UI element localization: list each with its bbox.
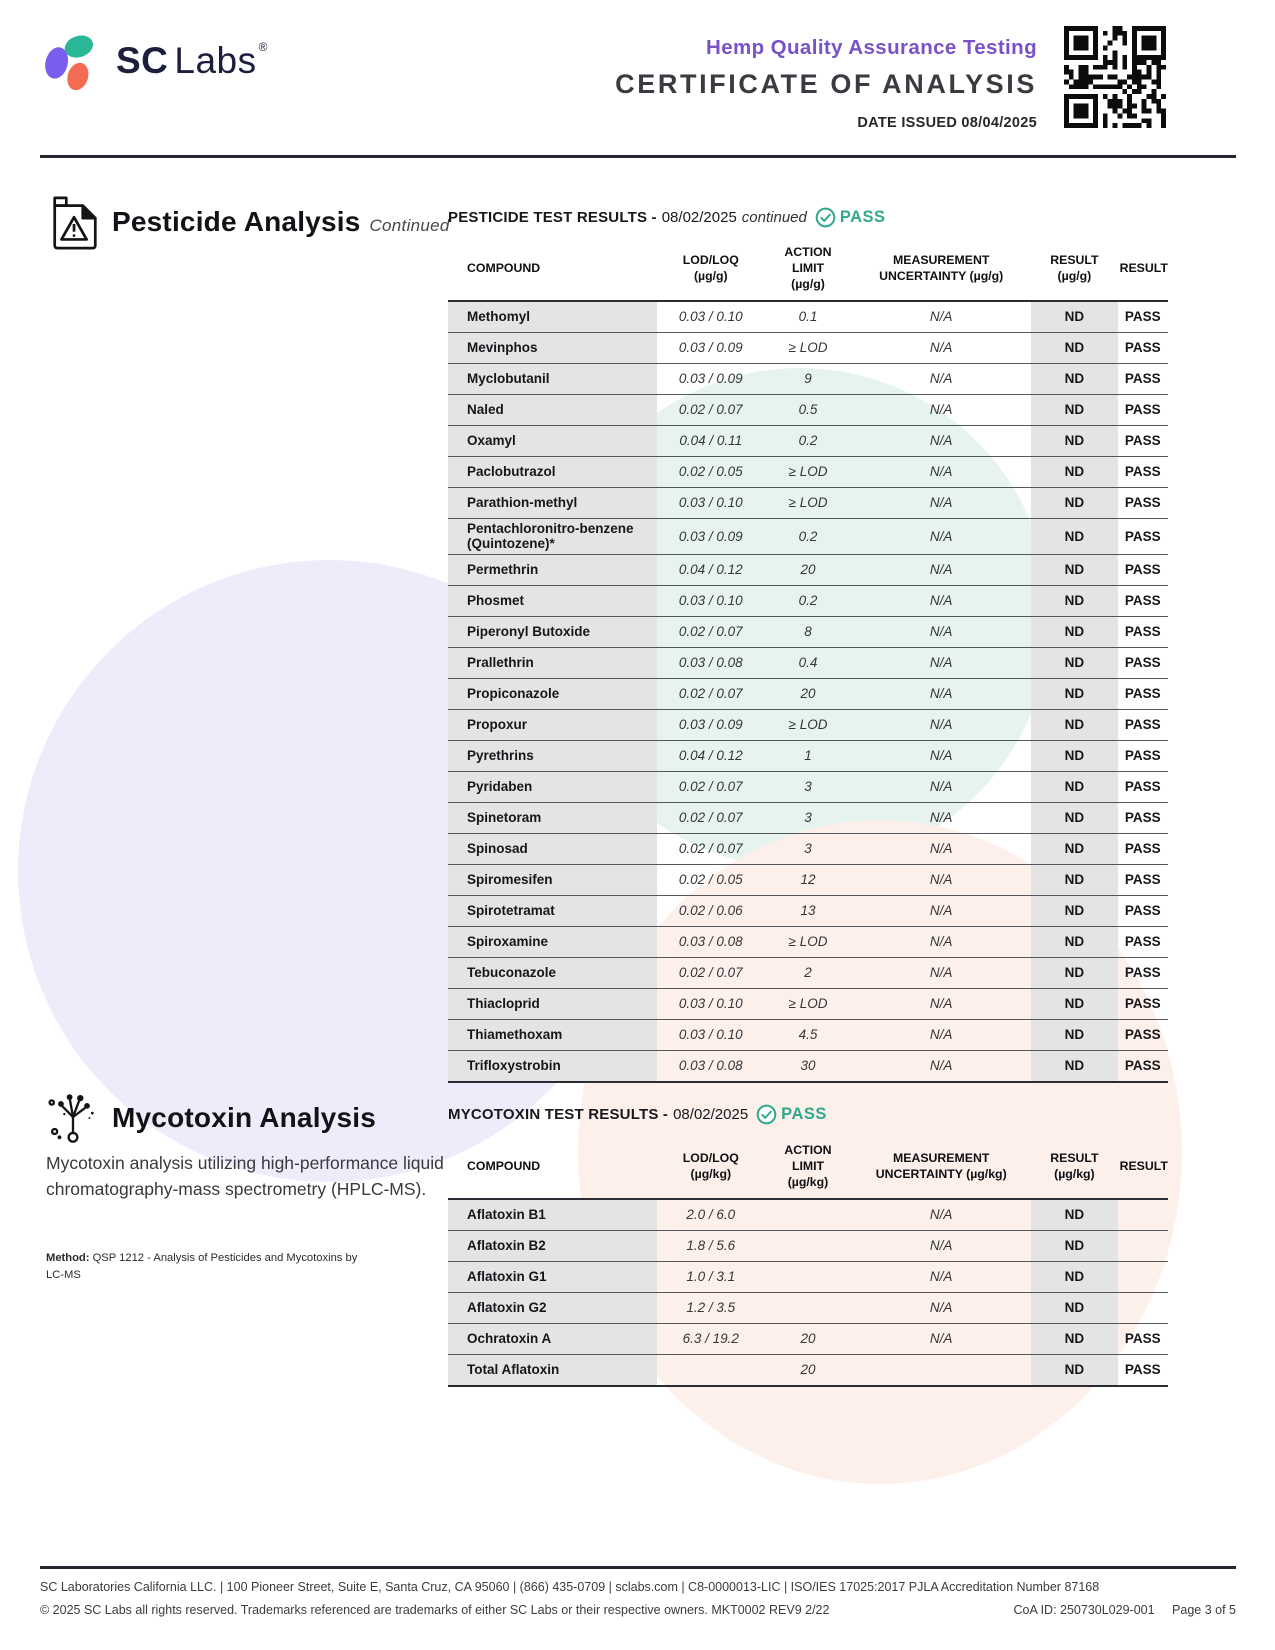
action-limit-cell bbox=[765, 1261, 851, 1292]
action-limit-cell bbox=[765, 1199, 851, 1231]
status-cell: PASS bbox=[1118, 585, 1168, 616]
uncertainty-cell: N/A bbox=[851, 585, 1031, 616]
uncertainty-cell bbox=[851, 1354, 1031, 1386]
compound-cell: Propoxur bbox=[448, 709, 657, 740]
compound-cell: Pyridaben bbox=[448, 771, 657, 802]
date-issued: DATE ISSUED 08/04/2025 bbox=[857, 115, 1037, 131]
table-row bbox=[448, 616, 1168, 647]
status-cell: PASS bbox=[1118, 709, 1168, 740]
table-row bbox=[448, 1230, 1168, 1261]
compound-cell: Aflatoxin B1 bbox=[448, 1199, 657, 1231]
column-header-lodloq: LOD/LOQ (µg/kg) bbox=[657, 1136, 765, 1199]
column-header-lodloq: LOD/LOQ (µg/g) bbox=[657, 238, 765, 301]
table-row bbox=[448, 1323, 1168, 1354]
column-header-compound: COMPOUND bbox=[448, 1136, 657, 1199]
action-limit-cell: 9 bbox=[765, 363, 851, 394]
result-cell: ND bbox=[1031, 518, 1117, 554]
pesticide-results-header bbox=[448, 207, 886, 228]
status-cell bbox=[1118, 1261, 1168, 1292]
qr-code bbox=[1064, 26, 1166, 128]
action-limit-cell: 4.5 bbox=[765, 1019, 851, 1050]
lodloq-cell: 0.02 / 0.05 bbox=[657, 864, 765, 895]
result-cell: ND bbox=[1031, 1230, 1117, 1261]
result-cell: ND bbox=[1031, 864, 1117, 895]
table-row bbox=[448, 554, 1168, 585]
uncertainty-cell: N/A bbox=[851, 709, 1031, 740]
table-header-row bbox=[448, 1136, 1168, 1199]
footer-copyright: © 2025 SC Labs all rights reserved. Trademarks referenced are trademarks of either SC Labs or their respective owners. MKT0002 REV9 2/22 bbox=[40, 1603, 830, 1617]
lodloq-cell: 0.03 / 0.09 bbox=[657, 332, 765, 363]
result-cell: ND bbox=[1031, 585, 1117, 616]
lodloq-cell: 6.3 / 19.2 bbox=[657, 1323, 765, 1354]
action-limit-cell bbox=[765, 1292, 851, 1323]
action-limit-cell: 0.2 bbox=[765, 425, 851, 456]
table-row bbox=[448, 394, 1168, 425]
action-limit-cell bbox=[765, 1230, 851, 1261]
result-cell: ND bbox=[1031, 926, 1117, 957]
action-limit-cell: 3 bbox=[765, 771, 851, 802]
result-cell: ND bbox=[1031, 957, 1117, 988]
mycotoxin-method-note bbox=[46, 1250, 366, 1285]
lodloq-cell: 0.03 / 0.10 bbox=[657, 988, 765, 1019]
compound-cell: Parathion-methyl bbox=[448, 487, 657, 518]
status-cell: PASS bbox=[1118, 1019, 1168, 1050]
compound-cell: Ochratoxin A bbox=[448, 1323, 657, 1354]
action-limit-cell: 0.4 bbox=[765, 647, 851, 678]
action-limit-cell: 0.2 bbox=[765, 518, 851, 554]
compound-cell: Piperonyl Butoxide bbox=[448, 616, 657, 647]
result-cell: ND bbox=[1031, 1323, 1117, 1354]
result-cell: ND bbox=[1031, 1261, 1117, 1292]
column-header-result-status: RESULT bbox=[1118, 1136, 1168, 1199]
table-row bbox=[448, 864, 1168, 895]
compound-cell: Myclobutanil bbox=[448, 363, 657, 394]
coa-id: CoA ID: 250730L029-001 bbox=[1013, 1603, 1155, 1617]
method-label: Method: bbox=[46, 1252, 90, 1264]
uncertainty-cell: N/A bbox=[851, 895, 1031, 926]
column-header-result-status: RESULT bbox=[1118, 238, 1168, 301]
uncertainty-cell: N/A bbox=[851, 301, 1031, 333]
result-cell: ND bbox=[1031, 833, 1117, 864]
status-badge: PASS bbox=[839, 208, 886, 226]
result-cell: ND bbox=[1031, 678, 1117, 709]
uncertainty-cell: N/A bbox=[851, 771, 1031, 802]
compound-cell: Methomyl bbox=[448, 301, 657, 333]
section-title-text: Mycotoxin Analysis bbox=[112, 1102, 376, 1133]
compound-cell: Aflatoxin G2 bbox=[448, 1292, 657, 1323]
action-limit-cell: 1 bbox=[765, 740, 851, 771]
compound-cell: Spirotetramat bbox=[448, 895, 657, 926]
result-cell: ND bbox=[1031, 554, 1117, 585]
lodloq-cell: 0.02 / 0.07 bbox=[657, 394, 765, 425]
status-cell: PASS bbox=[1118, 833, 1168, 864]
status-cell bbox=[1118, 1230, 1168, 1261]
lodloq-cell: 0.03 / 0.08 bbox=[657, 647, 765, 678]
table-row bbox=[448, 332, 1168, 363]
table-row bbox=[448, 709, 1168, 740]
result-cell: ND bbox=[1031, 1050, 1117, 1082]
lodloq-cell bbox=[657, 1354, 765, 1386]
compound-cell: Oxamyl bbox=[448, 425, 657, 456]
lodloq-cell: 0.02 / 0.05 bbox=[657, 456, 765, 487]
results-continued: continued bbox=[741, 209, 807, 226]
uncertainty-cell: N/A bbox=[851, 394, 1031, 425]
uncertainty-cell: N/A bbox=[851, 802, 1031, 833]
result-cell: ND bbox=[1031, 709, 1117, 740]
action-limit-cell: ≥ LOD bbox=[765, 332, 851, 363]
table-row bbox=[448, 895, 1168, 926]
lodloq-cell: 0.03 / 0.09 bbox=[657, 709, 765, 740]
status-cell: PASS bbox=[1118, 647, 1168, 678]
status-cell: PASS bbox=[1118, 740, 1168, 771]
status-cell: PASS bbox=[1118, 301, 1168, 333]
action-limit-cell: 20 bbox=[765, 678, 851, 709]
lodloq-cell: 0.02 / 0.07 bbox=[657, 802, 765, 833]
pesticide-section-title bbox=[112, 206, 450, 238]
table-row bbox=[448, 1261, 1168, 1292]
compound-cell: Aflatoxin B2 bbox=[448, 1230, 657, 1261]
status-cell bbox=[1118, 1292, 1168, 1323]
column-header-result-value: RESULT (µg/kg) bbox=[1031, 1136, 1117, 1199]
lodloq-cell: 1.8 / 5.6 bbox=[657, 1230, 765, 1261]
action-limit-cell: 0.1 bbox=[765, 301, 851, 333]
uncertainty-cell: N/A bbox=[851, 616, 1031, 647]
status-cell: PASS bbox=[1118, 802, 1168, 833]
lodloq-cell: 0.02 / 0.07 bbox=[657, 771, 765, 802]
section-title-continued: Continued bbox=[369, 216, 450, 235]
status-cell: PASS bbox=[1118, 554, 1168, 585]
lodloq-cell: 2.0 / 6.0 bbox=[657, 1199, 765, 1231]
table-row bbox=[448, 301, 1168, 333]
action-limit-cell: 12 bbox=[765, 864, 851, 895]
status-cell: PASS bbox=[1118, 332, 1168, 363]
action-limit-cell: ≥ LOD bbox=[765, 487, 851, 518]
lodloq-cell: 0.04 / 0.12 bbox=[657, 554, 765, 585]
brand-name bbox=[116, 34, 268, 82]
table-row bbox=[448, 1292, 1168, 1323]
table-row bbox=[448, 802, 1168, 833]
compound-cell: Spiromesifen bbox=[448, 864, 657, 895]
result-cell: ND bbox=[1031, 1354, 1117, 1386]
action-limit-cell: ≥ LOD bbox=[765, 988, 851, 1019]
result-cell: ND bbox=[1031, 1292, 1117, 1323]
result-cell: ND bbox=[1031, 988, 1117, 1019]
status-cell: PASS bbox=[1118, 1050, 1168, 1082]
column-header-result-value: RESULT (µg/g) bbox=[1031, 238, 1117, 301]
compound-cell: Phosmet bbox=[448, 585, 657, 616]
table-row bbox=[448, 926, 1168, 957]
action-limit-cell: ≥ LOD bbox=[765, 926, 851, 957]
lodloq-cell: 0.02 / 0.07 bbox=[657, 833, 765, 864]
header-divider bbox=[40, 155, 1236, 158]
results-title: PESTICIDE TEST RESULTS - bbox=[448, 209, 657, 226]
result-cell: ND bbox=[1031, 301, 1117, 333]
status-cell: PASS bbox=[1118, 678, 1168, 709]
action-limit-cell: ≥ LOD bbox=[765, 709, 851, 740]
status-cell: PASS bbox=[1118, 616, 1168, 647]
table-row bbox=[448, 1019, 1168, 1050]
uncertainty-cell: N/A bbox=[851, 487, 1031, 518]
uncertainty-cell: N/A bbox=[851, 332, 1031, 363]
action-limit-cell: 13 bbox=[765, 895, 851, 926]
table-row bbox=[448, 1199, 1168, 1231]
compound-cell: Trifloxystrobin bbox=[448, 1050, 657, 1082]
table-row bbox=[448, 771, 1168, 802]
action-limit-cell: 0.5 bbox=[765, 394, 851, 425]
mycotoxin-description: Mycotoxin analysis utilizing high-performance liquid chromatography-mass spectrometry (HPLC-MS). bbox=[46, 1153, 444, 1200]
doc-title: CERTIFICATE OF ANALYSIS bbox=[615, 69, 1037, 99]
pesticide-results-table bbox=[448, 238, 1168, 1083]
status-cell: PASS bbox=[1118, 957, 1168, 988]
sclabs-logo-icon bbox=[45, 34, 103, 90]
status-cell: PASS bbox=[1118, 456, 1168, 487]
results-title: MYCOTOXIN TEST RESULTS - bbox=[448, 1106, 669, 1123]
result-cell: ND bbox=[1031, 740, 1117, 771]
result-cell: ND bbox=[1031, 771, 1117, 802]
lodloq-cell: 0.04 / 0.11 bbox=[657, 425, 765, 456]
result-cell: ND bbox=[1031, 1199, 1117, 1231]
uncertainty-cell: N/A bbox=[851, 425, 1031, 456]
pesticide-icon bbox=[46, 194, 104, 252]
uncertainty-cell: N/A bbox=[851, 864, 1031, 895]
table-row bbox=[448, 425, 1168, 456]
status-cell: PASS bbox=[1118, 394, 1168, 425]
column-header-compound: COMPOUND bbox=[448, 238, 657, 301]
compound-cell: Pyrethrins bbox=[448, 740, 657, 771]
uncertainty-cell: N/A bbox=[851, 1050, 1031, 1082]
compound-cell: Tebuconazole bbox=[448, 957, 657, 988]
brand-name-bold: SC bbox=[116, 40, 169, 81]
action-limit-cell: 20 bbox=[765, 554, 851, 585]
lodloq-cell: 1.2 / 3.5 bbox=[657, 1292, 765, 1323]
action-limit-cell: 3 bbox=[765, 802, 851, 833]
compound-cell: Spinetoram bbox=[448, 802, 657, 833]
pass-check-icon bbox=[756, 1104, 777, 1125]
action-limit-cell: ≥ LOD bbox=[765, 456, 851, 487]
column-header-action-limit: ACTION LIMIT (µg/g) bbox=[765, 238, 851, 301]
registered-mark: ® bbox=[258, 40, 268, 54]
results-date: 08/02/2025 bbox=[673, 1106, 749, 1123]
pass-check-icon bbox=[815, 207, 836, 228]
table-row bbox=[448, 585, 1168, 616]
result-cell: ND bbox=[1031, 363, 1117, 394]
table-row bbox=[448, 957, 1168, 988]
compound-cell: Spinosad bbox=[448, 833, 657, 864]
lodloq-cell: 0.03 / 0.09 bbox=[657, 518, 765, 554]
result-cell: ND bbox=[1031, 394, 1117, 425]
uncertainty-cell: N/A bbox=[851, 833, 1031, 864]
mycotoxin-results-table bbox=[448, 1136, 1168, 1387]
status-cell: PASS bbox=[1118, 518, 1168, 554]
table-row bbox=[448, 678, 1168, 709]
compound-cell: Paclobutrazol bbox=[448, 456, 657, 487]
result-cell: ND bbox=[1031, 895, 1117, 926]
lodloq-cell: 1.0 / 3.1 bbox=[657, 1261, 765, 1292]
action-limit-cell: 20 bbox=[765, 1354, 851, 1386]
status-cell: PASS bbox=[1118, 1354, 1168, 1386]
result-cell: ND bbox=[1031, 456, 1117, 487]
result-cell: ND bbox=[1031, 616, 1117, 647]
compound-cell: Thiamethoxam bbox=[448, 1019, 657, 1050]
lodloq-cell: 0.02 / 0.07 bbox=[657, 616, 765, 647]
uncertainty-cell: N/A bbox=[851, 363, 1031, 394]
brand-name-light: Labs bbox=[174, 40, 257, 81]
uncertainty-cell: N/A bbox=[851, 988, 1031, 1019]
result-cell: ND bbox=[1031, 425, 1117, 456]
result-cell: ND bbox=[1031, 332, 1117, 363]
page-number: Page 3 of 5 bbox=[1172, 1603, 1236, 1617]
uncertainty-cell: N/A bbox=[851, 647, 1031, 678]
status-cell: PASS bbox=[1118, 1323, 1168, 1354]
uncertainty-cell: N/A bbox=[851, 678, 1031, 709]
sclabs-logo bbox=[45, 34, 268, 90]
lodloq-cell: 0.03 / 0.09 bbox=[657, 363, 765, 394]
table-row bbox=[448, 363, 1168, 394]
status-cell bbox=[1118, 1199, 1168, 1231]
status-cell: PASS bbox=[1118, 895, 1168, 926]
compound-cell: Thiacloprid bbox=[448, 988, 657, 1019]
lodloq-cell: 0.04 / 0.12 bbox=[657, 740, 765, 771]
action-limit-cell: 3 bbox=[765, 833, 851, 864]
uncertainty-cell: N/A bbox=[851, 518, 1031, 554]
uncertainty-cell: N/A bbox=[851, 1323, 1031, 1354]
compound-cell: Pentachloronitro-benzene (Quintozene)* bbox=[448, 518, 657, 554]
result-cell: ND bbox=[1031, 802, 1117, 833]
compound-cell: Prallethrin bbox=[448, 647, 657, 678]
uncertainty-cell: N/A bbox=[851, 456, 1031, 487]
lodloq-cell: 0.02 / 0.07 bbox=[657, 957, 765, 988]
lodloq-cell: 0.03 / 0.10 bbox=[657, 487, 765, 518]
action-limit-cell: 8 bbox=[765, 616, 851, 647]
uncertainty-cell: N/A bbox=[851, 1230, 1031, 1261]
result-cell: ND bbox=[1031, 487, 1117, 518]
program-title: Hemp Quality Assurance Testing bbox=[706, 36, 1037, 59]
table-row bbox=[448, 740, 1168, 771]
method-text: QSP 1212 - Analysis of Pesticides and Mycotoxins by LC-MS bbox=[46, 1252, 358, 1282]
action-limit-cell: 0.2 bbox=[765, 585, 851, 616]
footer-right bbox=[983, 1603, 1236, 1617]
uncertainty-cell: N/A bbox=[851, 1292, 1031, 1323]
lodloq-cell: 0.03 / 0.08 bbox=[657, 926, 765, 957]
mycotoxin-results-header bbox=[448, 1104, 827, 1125]
table-row bbox=[448, 487, 1168, 518]
action-limit-cell: 30 bbox=[765, 1050, 851, 1082]
uncertainty-cell: N/A bbox=[851, 1019, 1031, 1050]
column-header-uncertainty: MEASUREMENT UNCERTAINTY (µg/g) bbox=[851, 238, 1031, 301]
uncertainty-cell: N/A bbox=[851, 1199, 1031, 1231]
lodloq-cell: 0.03 / 0.08 bbox=[657, 1050, 765, 1082]
table-row bbox=[448, 647, 1168, 678]
result-cell: ND bbox=[1031, 1019, 1117, 1050]
table-header-row bbox=[448, 238, 1168, 301]
lodloq-cell: 0.02 / 0.07 bbox=[657, 678, 765, 709]
column-header-action-limit: ACTION LIMIT (µg/kg) bbox=[765, 1136, 851, 1199]
status-cell: PASS bbox=[1118, 926, 1168, 957]
mycotoxin-icon bbox=[44, 1088, 102, 1146]
footer-lab-info: SC Laboratories California LLC. | 100 Pioneer Street, Suite E, Santa Cruz, CA 95060 | (866) 435-0709 | sclabs.com | C8-0000013-LIC | ISO/IES 17025:2017 PJLA Accreditation Number 87168 bbox=[40, 1580, 1100, 1594]
status-cell: PASS bbox=[1118, 425, 1168, 456]
compound-cell: Naled bbox=[448, 394, 657, 425]
table-row bbox=[448, 518, 1168, 554]
header-title-block bbox=[615, 36, 1037, 131]
footer-legal-line bbox=[40, 1603, 1236, 1617]
uncertainty-cell: N/A bbox=[851, 1261, 1031, 1292]
lodloq-cell: 0.02 / 0.06 bbox=[657, 895, 765, 926]
compound-cell: Propiconazole bbox=[448, 678, 657, 709]
table-row bbox=[448, 1354, 1168, 1386]
compound-cell: Spiroxamine bbox=[448, 926, 657, 957]
compound-cell: Aflatoxin G1 bbox=[448, 1261, 657, 1292]
lodloq-cell: 0.03 / 0.10 bbox=[657, 301, 765, 333]
compound-cell: Mevinphos bbox=[448, 332, 657, 363]
section-title-text: Pesticide Analysis bbox=[112, 206, 361, 237]
status-cell: PASS bbox=[1118, 988, 1168, 1019]
result-cell: ND bbox=[1031, 647, 1117, 678]
qr-code-graphic bbox=[1064, 26, 1166, 128]
results-date: 08/02/2025 bbox=[661, 209, 737, 226]
lodloq-cell: 0.03 / 0.10 bbox=[657, 1019, 765, 1050]
table-row bbox=[448, 456, 1168, 487]
compound-cell: Permethrin bbox=[448, 554, 657, 585]
mycotoxin-section-title bbox=[112, 1102, 376, 1134]
action-limit-cell: 20 bbox=[765, 1323, 851, 1354]
status-badge: PASS bbox=[781, 1105, 827, 1123]
status-cell: PASS bbox=[1118, 487, 1168, 518]
status-cell: PASS bbox=[1118, 864, 1168, 895]
lodloq-cell: 0.03 / 0.10 bbox=[657, 585, 765, 616]
footer-divider bbox=[40, 1566, 1236, 1569]
table-row bbox=[448, 1050, 1168, 1082]
status-cell: PASS bbox=[1118, 771, 1168, 802]
uncertainty-cell: N/A bbox=[851, 957, 1031, 988]
table-row bbox=[448, 988, 1168, 1019]
action-limit-cell: 2 bbox=[765, 957, 851, 988]
uncertainty-cell: N/A bbox=[851, 926, 1031, 957]
uncertainty-cell: N/A bbox=[851, 554, 1031, 585]
status-cell: PASS bbox=[1118, 363, 1168, 394]
table-row bbox=[448, 833, 1168, 864]
compound-cell: Total Aflatoxin bbox=[448, 1354, 657, 1386]
column-header-uncertainty: MEASUREMENT UNCERTAINTY (µg/kg) bbox=[851, 1136, 1031, 1199]
uncertainty-cell: N/A bbox=[851, 740, 1031, 771]
